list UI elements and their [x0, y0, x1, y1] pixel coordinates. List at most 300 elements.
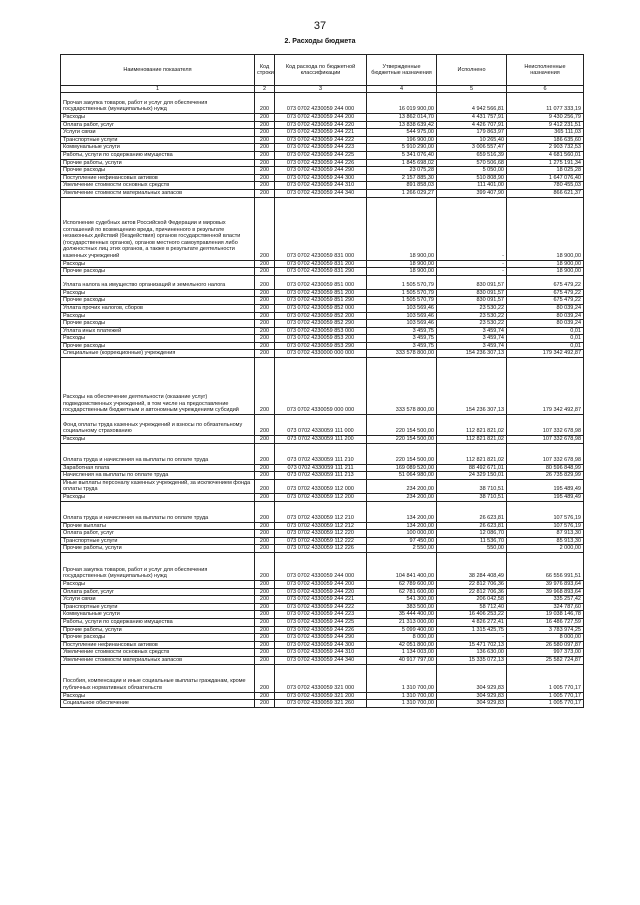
row-executed: 1 315 425,75 — [437, 626, 507, 634]
row-approved: 1 505 570,79 — [367, 289, 437, 297]
row-approved: 40 917 797,00 — [367, 656, 437, 664]
row-classification: 073 0702 4230059 851 000 — [275, 275, 367, 289]
row-name: Пособия, компенсации и иные социальные выплаты гражданам, кроме публичных нормативных обязательств — [61, 664, 255, 692]
row-classification: 073 0702 4330059 000 000 — [275, 358, 367, 415]
row-code: 200 — [255, 641, 275, 649]
row-classification: 073 0702 4330059 321 260 — [275, 700, 367, 708]
row-classification: 073 0702 4230059 851 200 — [275, 289, 367, 297]
row-executed: 16 406 253,22 — [437, 611, 507, 619]
row-executed: 88 492 671,01 — [437, 464, 507, 472]
row-classification: 073 0702 4230059 244 223 — [275, 144, 367, 152]
row-classification: 073 0702 4330059 112 200 — [275, 494, 367, 502]
row-unexecuted: 335 257,42 — [507, 596, 584, 604]
row-code: 200 — [255, 545, 275, 553]
row-classification: 073 0702 4330059 321 200 — [275, 692, 367, 700]
table-row — [61, 129, 584, 137]
row-code: 200 — [255, 136, 275, 144]
row-name: Увеличение стоимости материальных запасов — [61, 656, 255, 664]
row-code: 200 — [255, 121, 275, 129]
row-executed: 304 929,83 — [437, 692, 507, 700]
row-name: Прочие расходы — [61, 167, 255, 175]
row-name: Транспортные услуги — [61, 603, 255, 611]
row-unexecuted: 866 621,37 — [507, 189, 584, 197]
row-code: 200 — [255, 692, 275, 700]
row-executed: 23 530,22 — [437, 304, 507, 312]
row-executed: 11 536,70 — [437, 537, 507, 545]
table-row — [61, 664, 584, 692]
row-code: 200 — [255, 289, 275, 297]
table-row — [61, 304, 584, 312]
table-row — [61, 596, 584, 604]
header-executed: Исполнено — [437, 55, 507, 86]
row-approved: 1 310 700,00 — [367, 700, 437, 708]
row-unexecuted: 675 479,22 — [507, 297, 584, 305]
row-executed: 58 712,40 — [437, 603, 507, 611]
row-executed: - — [437, 268, 507, 276]
table-row — [61, 327, 584, 335]
row-approved: 42 051 800,00 — [367, 641, 437, 649]
row-classification: 073 0702 4330059 111 211 — [275, 464, 367, 472]
row-unexecuted: 18 900,00 — [507, 260, 584, 268]
table-row — [61, 260, 584, 268]
table-row — [61, 167, 584, 175]
row-code: 200 — [255, 530, 275, 538]
row-name: Расходы — [61, 692, 255, 700]
row-code: 200 — [255, 634, 275, 642]
column-number-row — [61, 86, 584, 93]
row-name: Увеличение стоимости материальных запасов — [61, 189, 255, 197]
row-executed: 570 506,68 — [437, 159, 507, 167]
row-classification: 073 0702 4230059 831 290 — [275, 268, 367, 276]
table-row — [61, 197, 584, 260]
row-classification: 073 0702 4330059 244 225 — [275, 618, 367, 626]
row-code: 200 — [255, 464, 275, 472]
row-approved: 5 910 290,00 — [367, 144, 437, 152]
table-row — [61, 136, 584, 144]
row-unexecuted: 0,01 — [507, 342, 584, 350]
row-code: 200 — [255, 581, 275, 589]
row-approved: 2 550,00 — [367, 545, 437, 553]
row-name: Расходы — [61, 312, 255, 320]
row-unexecuted: 1 647 076,40 — [507, 174, 584, 182]
row-unexecuted: 39 968 893,64 — [507, 588, 584, 596]
row-unexecuted: 675 479,22 — [507, 275, 584, 289]
row-classification: 073 0702 4230059 831 000 — [275, 197, 367, 260]
row-unexecuted: 80 039,24 — [507, 320, 584, 328]
row-unexecuted: 997 373,00 — [507, 649, 584, 657]
row-executed: 5 050,00 — [437, 167, 507, 175]
row-name: Прочие выплаты — [61, 522, 255, 530]
row-name: Фонд оплаты труда казенных учреждений и взносы по обязательному социальному страхованию — [61, 415, 255, 436]
row-classification: 073 0702 4330059 244 300 — [275, 641, 367, 649]
row-executed: 12 086,70 — [437, 530, 507, 538]
row-approved: 234 200,00 — [367, 479, 437, 493]
row-approved: 3 459,75 — [367, 327, 437, 335]
row-code: 200 — [255, 189, 275, 197]
row-classification: 073 0702 4330059 244 200 — [275, 581, 367, 589]
row-classification: 073 0702 4230059 244 290 — [275, 167, 367, 175]
expenditure-table — [60, 54, 584, 708]
row-unexecuted: 675 479,22 — [507, 289, 584, 297]
row-executed: 206 042,58 — [437, 596, 507, 604]
row-approved: 220 154 500,00 — [367, 436, 437, 444]
row-name: Прочие расходы — [61, 320, 255, 328]
column-number: 6 — [507, 86, 584, 93]
row-classification: 073 0702 4330059 244 222 — [275, 603, 367, 611]
table-header-row — [61, 55, 584, 86]
row-name: Оплата работ, услуг — [61, 121, 255, 129]
row-code: 200 — [255, 350, 275, 358]
row-code: 200 — [255, 297, 275, 305]
row-approved: 234 200,00 — [367, 494, 437, 502]
row-unexecuted: 11 077 333,19 — [507, 93, 584, 114]
row-code: 200 — [255, 312, 275, 320]
row-executed: - — [437, 197, 507, 260]
table-row — [61, 289, 584, 297]
row-name: Расходы — [61, 289, 255, 297]
table-row — [61, 350, 584, 358]
row-unexecuted: 18 900,00 — [507, 268, 584, 276]
table-row — [61, 268, 584, 276]
row-approved: 18 900,00 — [367, 260, 437, 268]
row-approved: 333 578 800,00 — [367, 350, 437, 358]
row-executed: 830 091,57 — [437, 275, 507, 289]
row-name: Увеличение стоимости основных средств — [61, 182, 255, 190]
row-name: Иные выплаты персоналу казенных учреждений, за исключением фонда оплаты труда — [61, 479, 255, 493]
table-row — [61, 641, 584, 649]
row-name: Увеличение стоимости основных средств — [61, 649, 255, 657]
row-approved: 103 569,46 — [367, 312, 437, 320]
row-executed: 15 335 072,13 — [437, 656, 507, 664]
row-unexecuted: 195 489,49 — [507, 479, 584, 493]
row-code: 200 — [255, 268, 275, 276]
row-executed: 659 516,39 — [437, 151, 507, 159]
row-classification: 073 0702 4330059 111 210 — [275, 443, 367, 464]
row-classification: 073 0702 4330059 244 226 — [275, 626, 367, 634]
row-classification: 073 0702 4230059 852 290 — [275, 320, 367, 328]
table-row — [61, 618, 584, 626]
row-approved: 51 064 980,00 — [367, 472, 437, 480]
row-unexecuted: 195 489,49 — [507, 494, 584, 502]
row-unexecuted: 19 038 146,78 — [507, 611, 584, 619]
page-number: 37 — [313, 20, 327, 32]
row-approved: 1 134 003,00 — [367, 649, 437, 657]
table-row — [61, 522, 584, 530]
row-unexecuted: 179 342 492,87 — [507, 350, 584, 358]
row-classification: 073 0702 4330059 112 226 — [275, 545, 367, 553]
row-name: Услуги связи — [61, 596, 255, 604]
table-row — [61, 297, 584, 305]
row-classification: 073 0702 4230059 244 225 — [275, 151, 367, 159]
row-executed: 510 808,90 — [437, 174, 507, 182]
row-code: 200 — [255, 167, 275, 175]
table-row — [61, 545, 584, 553]
row-unexecuted: 2 903 732,53 — [507, 144, 584, 152]
row-approved: 23 075,28 — [367, 167, 437, 175]
row-unexecuted: 16 486 727,59 — [507, 618, 584, 626]
section-title: 2. Расходы бюджета — [284, 38, 356, 45]
row-approved: 103 569,46 — [367, 320, 437, 328]
row-executed: 550,00 — [437, 545, 507, 553]
row-executed: 38 710,51 — [437, 494, 507, 502]
row-code: 200 — [255, 472, 275, 480]
row-name: Прочие расходы — [61, 342, 255, 350]
row-name: Расходы — [61, 581, 255, 589]
row-unexecuted: 9 430 256,79 — [507, 114, 584, 122]
row-approved: 13 838 639,42 — [367, 121, 437, 129]
column-number: 5 — [437, 86, 507, 93]
row-unexecuted: 18 025,28 — [507, 167, 584, 175]
row-executed: 3 006 557,47 — [437, 144, 507, 152]
row-name: Расходы — [61, 436, 255, 444]
row-name: Поступление нефинансовых активов — [61, 174, 255, 182]
row-executed: 154 236 307,13 — [437, 358, 507, 415]
row-unexecuted: 4 681 560,01 — [507, 151, 584, 159]
row-code: 200 — [255, 479, 275, 493]
row-code: 200 — [255, 151, 275, 159]
row-approved: 8 000,00 — [367, 634, 437, 642]
row-executed: 23 530,22 — [437, 312, 507, 320]
row-unexecuted: 107 576,19 — [507, 522, 584, 530]
row-executed: 4 826 272,41 — [437, 618, 507, 626]
row-classification: 073 0702 4230059 831 200 — [275, 260, 367, 268]
row-name: Расходы — [61, 335, 255, 343]
row-name: Прочие расходы — [61, 634, 255, 642]
table-row — [61, 656, 584, 664]
row-approved: 62 789 600,00 — [367, 581, 437, 589]
row-name: Транспортные услуги — [61, 136, 255, 144]
row-executed: 304 929,83 — [437, 664, 507, 692]
row-classification: 073 0702 4330059 321 000 — [275, 664, 367, 692]
table-row — [61, 159, 584, 167]
row-unexecuted: 66 556 991,51 — [507, 553, 584, 581]
row-unexecuted: 18 900,00 — [507, 197, 584, 260]
row-unexecuted: 1 275 191,34 — [507, 159, 584, 167]
table-row — [61, 275, 584, 289]
row-approved: 1 845 698,02 — [367, 159, 437, 167]
column-number: 4 — [367, 86, 437, 93]
row-executed: - — [437, 634, 507, 642]
row-name: Прочие работы, услуги — [61, 159, 255, 167]
table-row — [61, 436, 584, 444]
header-unexecuted: Неисполненные назначения — [507, 55, 584, 86]
row-executed: 136 630,00 — [437, 649, 507, 657]
row-classification: 073 0702 4230059 244 000 — [275, 93, 367, 114]
row-classification: 073 0702 4230059 853 000 — [275, 327, 367, 335]
row-name: Прочая закупка товаров, работ и услуг для обеспечения государственных (муниципальных) нужд — [61, 553, 255, 581]
row-name: Оплата труда и начисления на выплаты по оплате труда — [61, 443, 255, 464]
row-approved: 62 781 600,00 — [367, 588, 437, 596]
row-unexecuted: 0,01 — [507, 327, 584, 335]
row-executed: 3 459,74 — [437, 327, 507, 335]
row-name: Работы, услуги по содержанию имущества — [61, 618, 255, 626]
row-executed: 23 530,22 — [437, 320, 507, 328]
table-row — [61, 611, 584, 619]
row-code: 200 — [255, 522, 275, 530]
row-approved: 3 459,75 — [367, 342, 437, 350]
row-unexecuted: 87 913,30 — [507, 530, 584, 538]
header-row-code: Код строки — [255, 55, 275, 86]
row-unexecuted: 8 000,00 — [507, 634, 584, 642]
table-row — [61, 530, 584, 538]
row-unexecuted: 186 635,60 — [507, 136, 584, 144]
row-unexecuted: 80 596 848,99 — [507, 464, 584, 472]
row-approved: 18 900,00 — [367, 197, 437, 260]
row-code: 200 — [255, 664, 275, 692]
row-approved: 100 000,00 — [367, 530, 437, 538]
row-name: Расходы — [61, 114, 255, 122]
row-code: 200 — [255, 129, 275, 137]
row-classification: 073 0702 4230059 244 200 — [275, 114, 367, 122]
row-code: 200 — [255, 159, 275, 167]
row-unexecuted: 0,01 — [507, 335, 584, 343]
row-classification: 073 0702 4230059 244 340 — [275, 189, 367, 197]
table-row — [61, 114, 584, 122]
row-code: 200 — [255, 327, 275, 335]
row-unexecuted: 780 455,03 — [507, 182, 584, 190]
table-row — [61, 472, 584, 480]
row-unexecuted: 107 332 678,98 — [507, 443, 584, 464]
row-executed: 4 431 757,91 — [437, 114, 507, 122]
row-name: Коммунальные услуги — [61, 144, 255, 152]
table-body — [61, 93, 584, 708]
row-code: 200 — [255, 144, 275, 152]
row-approved: 21 313 000,00 — [367, 618, 437, 626]
row-executed: 3 459,74 — [437, 342, 507, 350]
row-name: Исполнение судебных актов Российской Федерации и мировых соглашений по возмещению вреда, причиненного в результате незаконных действий (бездействия) органов государственной власти (государственных органов), органов местного самоуправления либо должностных лиц этих органов, а также в результате деятельности казенных учреждений — [61, 197, 255, 260]
row-code: 200 — [255, 114, 275, 122]
row-code: 200 — [255, 93, 275, 114]
table-row — [61, 174, 584, 182]
row-approved: 541 300,00 — [367, 596, 437, 604]
row-name: Специальные (коррекционные) учреждения — [61, 350, 255, 358]
table-row — [61, 581, 584, 589]
header-indicator-name: Наименование показателя — [61, 55, 255, 86]
row-name: Расходы — [61, 494, 255, 502]
row-executed: 304 929,83 — [437, 700, 507, 708]
row-unexecuted: 9 412 231,51 — [507, 121, 584, 129]
row-classification: 073 0702 4230059 244 221 — [275, 129, 367, 137]
row-code: 200 — [255, 588, 275, 596]
row-code: 200 — [255, 320, 275, 328]
row-approved: 104 841 400,00 — [367, 553, 437, 581]
row-approved: 220 154 500,00 — [367, 443, 437, 464]
row-unexecuted: 1 005 770,17 — [507, 664, 584, 692]
row-classification: 073 0702 4230059 244 220 — [275, 121, 367, 129]
row-code: 200 — [255, 415, 275, 436]
row-classification: 073 0702 4330059 244 310 — [275, 649, 367, 657]
row-code: 200 — [255, 260, 275, 268]
row-classification: 073 0702 4330059 111 200 — [275, 436, 367, 444]
row-classification: 073 0702 4330000 000 000 — [275, 350, 367, 358]
row-executed: 22 812 706,36 — [437, 581, 507, 589]
row-executed: 112 821 821,02 — [437, 443, 507, 464]
table-row — [61, 537, 584, 545]
row-name: Уплата иных платежей — [61, 327, 255, 335]
row-approved: 169 089 520,00 — [367, 464, 437, 472]
row-approved: 2 157 885,30 — [367, 174, 437, 182]
row-name: Расходы на обеспечение деятельности (оказание услуг) подведомственных учреждений, в том числе на предоставление государственным бюджетным и автономным учреждениям субсидий — [61, 358, 255, 415]
column-number: 3 — [275, 86, 367, 93]
row-unexecuted: 179 342 492,87 — [507, 358, 584, 415]
row-classification: 073 0702 4330059 244 000 — [275, 553, 367, 581]
row-name: Оплата работ, услуг — [61, 530, 255, 538]
row-name: Работы, услуги по содержанию имущества — [61, 151, 255, 159]
row-code: 200 — [255, 501, 275, 522]
table-row — [61, 588, 584, 596]
table-row — [61, 494, 584, 502]
row-approved: 891 858,03 — [367, 182, 437, 190]
row-code: 200 — [255, 700, 275, 708]
row-name: Услуги связи — [61, 129, 255, 137]
table-row — [61, 93, 584, 114]
row-name: Уплата прочих налогов, сборов — [61, 304, 255, 312]
row-unexecuted: 80 039,24 — [507, 312, 584, 320]
row-executed: 179 863,97 — [437, 129, 507, 137]
row-name: Начисления на выплаты по оплате труда — [61, 472, 255, 480]
row-unexecuted: 85 913,30 — [507, 537, 584, 545]
row-approved: 1 505 570,79 — [367, 297, 437, 305]
row-name: Прочие расходы — [61, 297, 255, 305]
row-classification: 073 0702 4330059 112 220 — [275, 530, 367, 538]
table-row — [61, 626, 584, 634]
row-unexecuted: 26 580 097,87 — [507, 641, 584, 649]
table-row — [61, 692, 584, 700]
row-approved: 1 266 029,27 — [367, 189, 437, 197]
table-row — [61, 121, 584, 129]
row-executed: 15 471 702,13 — [437, 641, 507, 649]
row-approved: 134 200,00 — [367, 522, 437, 530]
row-name: Социальное обеспечение — [61, 700, 255, 708]
row-unexecuted: 324 787,60 — [507, 603, 584, 611]
row-executed: 111 401,00 — [437, 182, 507, 190]
row-approved: 103 569,46 — [367, 304, 437, 312]
table-row — [61, 649, 584, 657]
row-unexecuted: 3 783 974,25 — [507, 626, 584, 634]
row-unexecuted: 1 005 770,17 — [507, 700, 584, 708]
row-unexecuted: 107 332 678,98 — [507, 436, 584, 444]
row-approved: 3 459,75 — [367, 335, 437, 343]
column-number: 1 — [61, 86, 255, 93]
row-classification: 073 0702 4330059 112 000 — [275, 479, 367, 493]
row-classification: 073 0702 4230059 853 290 — [275, 342, 367, 350]
table-row — [61, 320, 584, 328]
row-executed: 830 091,57 — [437, 297, 507, 305]
row-name: Прочие работы, услуги — [61, 545, 255, 553]
row-approved: 5 341 076,40 — [367, 151, 437, 159]
row-unexecuted: 365 111,03 — [507, 129, 584, 137]
row-name: Поступление нефинансовых активов — [61, 641, 255, 649]
row-code: 200 — [255, 197, 275, 260]
row-code: 200 — [255, 358, 275, 415]
row-classification: 073 0702 4230059 244 300 — [275, 174, 367, 182]
row-approved: 1 310 700,00 — [367, 664, 437, 692]
row-executed: 22 812 706,36 — [437, 588, 507, 596]
row-approved: 5 099 400,00 — [367, 626, 437, 634]
row-executed: 3 459,74 — [437, 335, 507, 343]
table-row — [61, 479, 584, 493]
row-executed: 112 821 821,02 — [437, 415, 507, 436]
row-approved: 134 200,00 — [367, 501, 437, 522]
table-row — [61, 335, 584, 343]
row-classification: 073 0702 4230059 244 222 — [275, 136, 367, 144]
row-approved: 16 019 900,00 — [367, 93, 437, 114]
row-approved: 333 578 800,00 — [367, 358, 437, 415]
row-classification: 073 0702 4330059 111 000 — [275, 415, 367, 436]
row-name: Прочая закупка товаров, работ и услуг для обеспечения государственных (муниципальных) нужд — [61, 93, 255, 114]
row-approved: 383 500,00 — [367, 603, 437, 611]
row-name: Уплата налога на имущество организаций и земельного налога — [61, 275, 255, 289]
